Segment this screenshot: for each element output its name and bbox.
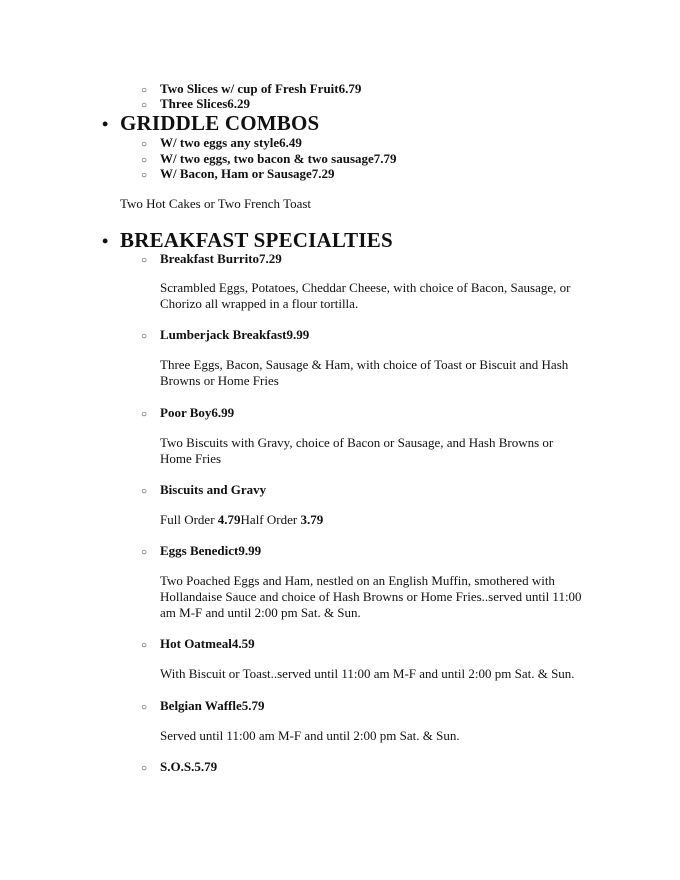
menu-item-sos: S.O.S.5.79 xyxy=(160,759,218,774)
circle-bullet-icon: ○ xyxy=(141,547,148,558)
menu-item-hot-oatmeal: Hot Oatmeal4.59 xyxy=(160,636,255,651)
menu-item-two-eggs-bacon-sausage: W/ two eggs, two bacon & two sausage7.79 xyxy=(160,151,397,166)
bullet-icon: • xyxy=(102,231,109,251)
circle-bullet-icon: ○ xyxy=(141,702,148,713)
item-description xyxy=(160,280,570,312)
circle-bullet-icon: ○ xyxy=(141,85,148,96)
description-line: Served until 11:00 am M-F and until 2:00 pm Sat. & Sun. xyxy=(160,728,460,743)
half-order-label: Half Order xyxy=(240,512,301,527)
circle-bullet-icon: ○ xyxy=(141,139,148,150)
biscuits-gravy-prices xyxy=(160,512,323,528)
menu-item-poor-boy: Poor Boy6.99 xyxy=(160,405,235,420)
description-line: Chorizo all wrapped in a flour tortilla. xyxy=(160,296,359,311)
description-line: With Biscuit or Toast..served until 11:00 am M-F and until 2:00 pm Sat. & Sun. xyxy=(160,666,575,681)
circle-bullet-icon: ○ xyxy=(141,331,148,342)
circle-bullet-icon: ○ xyxy=(141,409,148,420)
description-line: Browns or Home Fries xyxy=(160,373,279,388)
description-line: Three Eggs, Bacon, Sausage & Ham, with choice of Toast or Biscuit and Hash xyxy=(160,357,569,372)
menu-item-biscuits-and-gravy: Biscuits and Gravy xyxy=(160,482,267,497)
circle-bullet-icon: ○ xyxy=(141,486,148,497)
description-line: Two Biscuits with Gravy, choice of Bacon or Sausage, and Hash Browns or xyxy=(160,435,554,450)
menu-item-eggs-benedict: Eggs Benedict9.99 xyxy=(160,543,262,558)
menu-item-breakfast-burrito: Breakfast Burrito7.29 xyxy=(160,251,282,266)
circle-bullet-icon: ○ xyxy=(141,155,148,166)
menu-item-bacon-ham-sausage: W/ Bacon, Ham or Sausage7.29 xyxy=(160,166,335,181)
circle-bullet-icon: ○ xyxy=(141,255,148,266)
circle-bullet-icon: ○ xyxy=(141,100,148,111)
menu-item-two-eggs: W/ two eggs any style6.49 xyxy=(160,135,302,150)
menu-item-lumberjack-breakfast: Lumberjack Breakfast9.99 xyxy=(160,327,310,342)
description-line: Home Fries xyxy=(160,451,222,466)
circle-bullet-icon: ○ xyxy=(141,170,148,181)
item-description xyxy=(160,728,460,744)
description-line: am M-F and until 2:00 pm Sat. & Sun. xyxy=(160,605,361,620)
section-heading-griddle-combos: GRIDDLE COMBOS xyxy=(120,111,320,135)
circle-bullet-icon: ○ xyxy=(141,763,148,774)
bullet-icon: • xyxy=(102,114,109,134)
menu-item-three-slices: Three Slices6.29 xyxy=(160,96,251,111)
description-line: Hollandaise Sauce and choice of Hash Browns or Home Fries..served until 11:00 xyxy=(160,589,582,604)
item-description xyxy=(160,573,582,621)
item-description xyxy=(160,666,575,682)
section-heading-breakfast-specialties: BREAKFAST SPECIALTIES xyxy=(120,228,393,252)
full-order-label: Full Order xyxy=(160,512,218,527)
menu-item-belgian-waffle: Belgian Waffle5.79 xyxy=(160,698,265,713)
item-description xyxy=(160,357,568,389)
menu-item-two-slices: Two Slices w/ cup of Fresh Fruit6.79 xyxy=(160,81,362,96)
description-line: Scrambled Eggs, Potatoes, Cheddar Cheese, with choice of Bacon, Sausage, or xyxy=(160,280,571,295)
item-description xyxy=(160,435,553,467)
description-line: Two Poached Eggs and Ham, nestled on an English Muffin, smothered with xyxy=(160,573,555,588)
full-order-price: 4.79 xyxy=(217,512,241,527)
half-order-price: 3.79 xyxy=(300,512,324,527)
circle-bullet-icon: ○ xyxy=(141,640,148,651)
griddle-note: Two Hot Cakes or Two French Toast xyxy=(120,196,312,211)
